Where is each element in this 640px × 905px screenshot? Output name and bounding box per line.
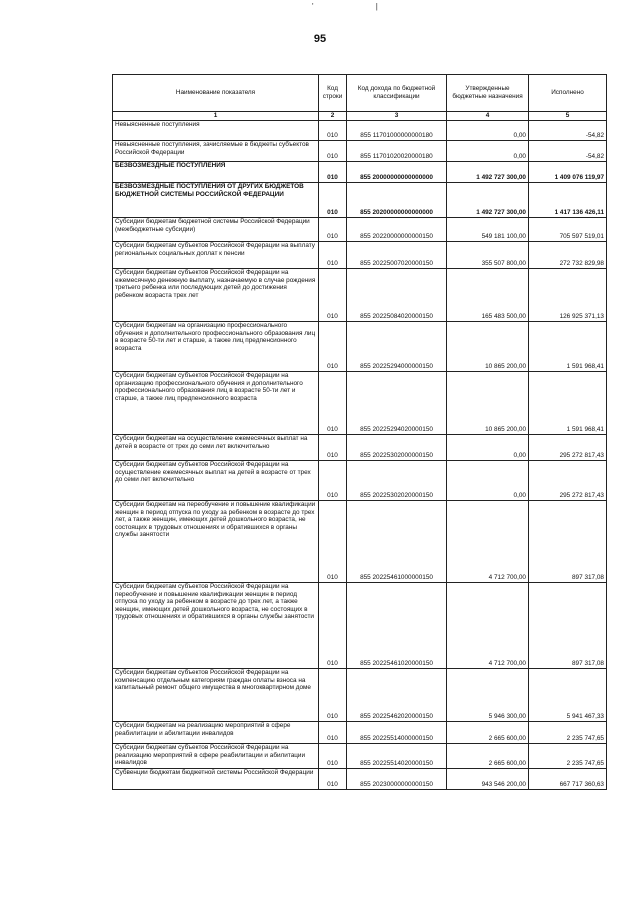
row-executed: 1 591 968,41 bbox=[529, 322, 607, 372]
row-code: 010 bbox=[319, 744, 347, 769]
row-kbk: 855 20225084020000150 bbox=[347, 269, 447, 322]
row-kbk: 855 20225514020000150 bbox=[347, 744, 447, 769]
row-approved: 1 492 727 300,00 bbox=[447, 162, 529, 183]
row-code: 010 bbox=[319, 322, 347, 372]
row-approved: 4 712 700,00 bbox=[447, 501, 529, 583]
row-kbk: 855 20225294000000150 bbox=[347, 322, 447, 372]
row-executed: 1 417 136 426,11 bbox=[529, 183, 607, 218]
row-kbk: 855 20225007020000150 bbox=[347, 242, 447, 269]
row-name: Субсидии бюджетам на реализацию мероприятий в сфере реабилитации и абилитации инвалидов bbox=[113, 722, 319, 744]
row-kbk: 855 20225461000000150 bbox=[347, 501, 447, 583]
table-row bbox=[113, 372, 607, 435]
row-kbk: 855 20225294020000150 bbox=[347, 372, 447, 435]
table-row bbox=[113, 322, 607, 372]
row-name: Субсидии бюджетам субъектов Российской Федерации на компенсацию отдельным категориям граждан оплаты взноса на капитальный ремонт общего имущества в многоквартирном доме bbox=[113, 669, 319, 722]
table-row bbox=[113, 722, 607, 744]
header-approved: Утвержденные бюджетные назначения bbox=[447, 75, 529, 112]
col-number: 3 bbox=[347, 112, 447, 121]
table-row bbox=[113, 583, 607, 669]
table-row bbox=[113, 218, 607, 242]
row-approved: 549 181 100,00 bbox=[447, 218, 529, 242]
row-approved: 165 483 500,00 bbox=[447, 269, 529, 322]
row-code: 010 bbox=[319, 501, 347, 583]
header-code: Код строки bbox=[319, 75, 347, 112]
scan-marks: ' | bbox=[312, 2, 408, 11]
row-approved: 10 865 200,00 bbox=[447, 322, 529, 372]
row-approved: 2 665 600,00 bbox=[447, 722, 529, 744]
row-name: Субсидии бюджетам субъектов Российской Федерации на организацию профессионального обучения и дополнительного профессионального образования лиц в возрасте 50-ти лет и старше, а также лиц предпенсионного возраста bbox=[113, 372, 319, 435]
row-name: БЕЗВОЗМЕЗДНЫЕ ПОСТУПЛЕНИЯ ОТ ДРУГИХ БЮДЖЕТОВ БЮДЖЕТНОЙ СИСТЕМЫ РОССИЙСКОЙ ФЕДЕРАЦИИ bbox=[113, 183, 319, 218]
row-name: Субвенции бюджетам бюджетной системы Российской Федерации bbox=[113, 769, 319, 790]
row-code: 010 bbox=[319, 162, 347, 183]
row-code: 010 bbox=[319, 583, 347, 669]
col-number: 2 bbox=[319, 112, 347, 121]
col-number: 1 bbox=[113, 112, 319, 121]
row-code: 010 bbox=[319, 218, 347, 242]
row-executed: 295 272 817,43 bbox=[529, 461, 607, 501]
table-row bbox=[113, 269, 607, 322]
row-executed: 667 717 360,63 bbox=[529, 769, 607, 790]
row-kbk: 855 20220000000000150 bbox=[347, 218, 447, 242]
row-code: 010 bbox=[319, 141, 347, 162]
row-executed: 1 591 968,41 bbox=[529, 372, 607, 435]
header-kbk: Код дохода по бюджетной классификации bbox=[347, 75, 447, 112]
row-executed: -54,82 bbox=[529, 141, 607, 162]
row-approved: 0,00 bbox=[447, 141, 529, 162]
row-name: Невыясненные поступления bbox=[113, 121, 319, 141]
row-code: 010 bbox=[319, 669, 347, 722]
row-name: Субсидии бюджетам субъектов Российской Федерации на осуществление ежемесячных выплат на детей в возрасте от трех до семи лет включительно bbox=[113, 461, 319, 501]
row-name: Субсидии бюджетам субъектов Российской Федерации на переобучение и повышение квалификации женщин в период отпуска по уходу за ребенком в возрасте до трех лет, а также женщин, имеющих детей дошкольного возраста, не состоящих в трудовых отношениях и обратившихся в органы службы занятости bbox=[113, 583, 319, 669]
row-code: 010 bbox=[319, 242, 347, 269]
table-row bbox=[113, 183, 607, 218]
row-name: Субсидии бюджетам на осуществление ежемесячных выплат на детей в возрасте от трех до семи лет включительно bbox=[113, 435, 319, 461]
table-row bbox=[113, 461, 607, 501]
table-row bbox=[113, 744, 607, 769]
row-approved: 355 507 800,00 bbox=[447, 242, 529, 269]
row-executed: -54,82 bbox=[529, 121, 607, 141]
row-name: Невыясненные поступления, зачисляемые в бюджеты субъектов Российской Федерации bbox=[113, 141, 319, 162]
row-kbk: 855 20225514000000150 bbox=[347, 722, 447, 744]
table-row bbox=[113, 141, 607, 162]
row-code: 010 bbox=[319, 435, 347, 461]
row-executed: 5 941 467,33 bbox=[529, 669, 607, 722]
row-name: Субсидии бюджетам субъектов Российской Федерации на реализацию мероприятий в сфере реабилитации и абилитации инвалидов bbox=[113, 744, 319, 769]
row-name: Субсидии бюджетам субъектов Российской Федерации на выплату региональных социальных доплат к пенсии bbox=[113, 242, 319, 269]
row-kbk: 855 20000000000000000 bbox=[347, 162, 447, 183]
table-header-row bbox=[113, 75, 607, 112]
table-row bbox=[113, 669, 607, 722]
row-approved: 1 492 727 300,00 bbox=[447, 183, 529, 218]
row-code: 010 bbox=[319, 769, 347, 790]
col-number: 5 bbox=[529, 112, 607, 121]
row-executed: 897 317,08 bbox=[529, 583, 607, 669]
page-number: 95 bbox=[313, 33, 327, 45]
row-code: 010 bbox=[319, 269, 347, 322]
header-name: Наименование показателя bbox=[113, 75, 319, 112]
table-row bbox=[113, 242, 607, 269]
row-kbk: 855 20225302020000150 bbox=[347, 461, 447, 501]
row-approved: 10 865 200,00 bbox=[447, 372, 529, 435]
row-approved: 0,00 bbox=[447, 121, 529, 141]
table-row bbox=[113, 121, 607, 141]
row-executed: 2 235 747,65 bbox=[529, 722, 607, 744]
row-kbk: 855 11701000000000180 bbox=[347, 121, 447, 141]
row-executed: 897 317,08 bbox=[529, 501, 607, 583]
row-kbk: 855 20225461020000150 bbox=[347, 583, 447, 669]
table-row bbox=[113, 162, 607, 183]
row-name: Субсидии бюджетам бюджетной системы Российской Федерации (межбюджетные субсидии) bbox=[113, 218, 319, 242]
row-approved: 4 712 700,00 bbox=[447, 583, 529, 669]
table-row bbox=[113, 501, 607, 583]
row-kbk: 855 20230000000000150 bbox=[347, 769, 447, 790]
col-number: 4 bbox=[447, 112, 529, 121]
row-executed: 1 409 076 119,97 bbox=[529, 162, 607, 183]
row-kbk: 855 20225302000000150 bbox=[347, 435, 447, 461]
row-code: 010 bbox=[319, 461, 347, 501]
row-name: Субсидии бюджетам на переобучение и повышение квалификации женщин в период отпуска по уходу за ребенком в возрасте до трех лет, а также женщин, имеющих детей дошкольного возраста, не состоящих в трудовых отношениях и обратившихся в органы службы занятости bbox=[113, 501, 319, 583]
row-executed: 295 272 817,43 bbox=[529, 435, 607, 461]
row-executed: 126 925 371,13 bbox=[529, 269, 607, 322]
column-number-row bbox=[113, 112, 607, 121]
row-approved: 0,00 bbox=[447, 461, 529, 501]
budget-table bbox=[112, 74, 607, 790]
header-executed: Исполнено bbox=[529, 75, 607, 112]
table-row bbox=[113, 769, 607, 790]
row-executed: 2 235 747,65 bbox=[529, 744, 607, 769]
row-code: 010 bbox=[319, 722, 347, 744]
row-approved: 0,00 bbox=[447, 435, 529, 461]
row-kbk: 855 11701020020000180 bbox=[347, 141, 447, 162]
row-name: Субсидии бюджетам субъектов Российской Федерации на ежемесячную денежную выплату, назначаемую в случае рождения третьего ребенка или последующих детей до достижения ребенком возраста трех лет bbox=[113, 269, 319, 322]
row-name: БЕЗВОЗМЕЗДНЫЕ ПОСТУПЛЕНИЯ bbox=[113, 162, 319, 183]
row-approved: 2 665 600,00 bbox=[447, 744, 529, 769]
row-kbk: 855 20225462020000150 bbox=[347, 669, 447, 722]
row-approved: 5 946 300,00 bbox=[447, 669, 529, 722]
row-executed: 705 597 519,01 bbox=[529, 218, 607, 242]
row-approved: 943 546 200,00 bbox=[447, 769, 529, 790]
row-name: Субсидии бюджетам на организацию профессионального обучения и дополнительного профессионального образования лиц в возрасте 50-ти лет и старше, а также лиц предпенсионного возраста bbox=[113, 322, 319, 372]
row-kbk: 855 20200000000000000 bbox=[347, 183, 447, 218]
row-code: 010 bbox=[319, 372, 347, 435]
row-code: 010 bbox=[319, 183, 347, 218]
table-row bbox=[113, 435, 607, 461]
row-code: 010 bbox=[319, 121, 347, 141]
row-executed: 272 732 829,98 bbox=[529, 242, 607, 269]
